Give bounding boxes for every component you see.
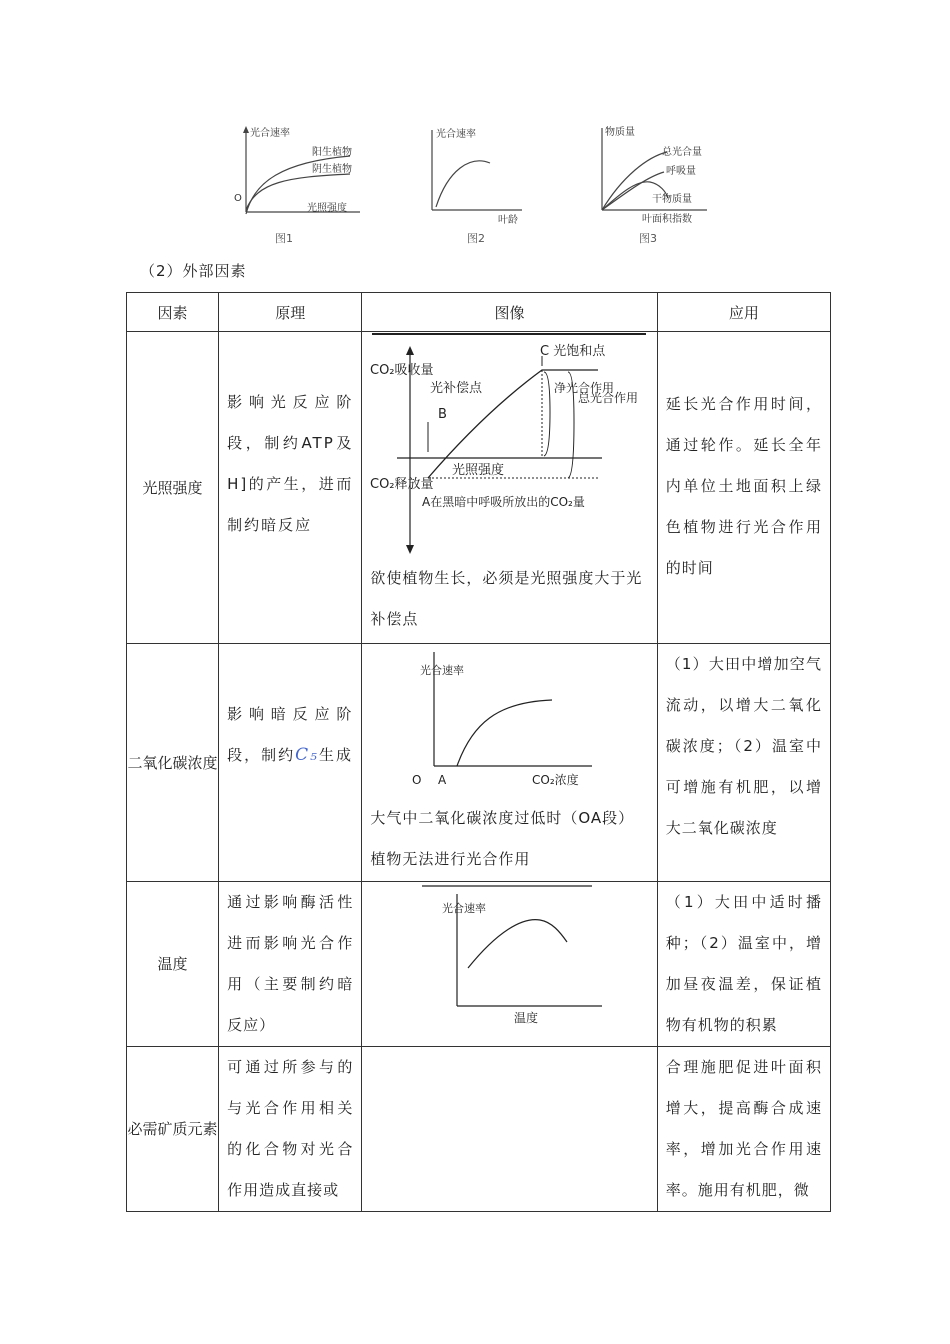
- light-ylabel-top: CO₂吸收量: [370, 363, 434, 378]
- svg-text:O: O: [412, 773, 422, 787]
- header-factor: 因素: [127, 293, 219, 332]
- principle-text: 可通过所参与的与光合作用相关的化合物对光合作用造成直接或: [227, 1058, 354, 1199]
- figure-2: [420, 125, 530, 225]
- image-note: 欲使植物生长，必须是光照强度大于光补偿点: [370, 569, 643, 628]
- table-header-row: [127, 293, 831, 332]
- factor-name: 二氧化碳浓度: [127, 644, 219, 882]
- svg-text:总光合量: 总光合量: [662, 147, 702, 158]
- figure-3-caption: 图3: [639, 232, 657, 245]
- svg-text:光照强度: 光照强度: [452, 463, 505, 478]
- svg-text:CO₂浓度: CO₂浓度: [532, 773, 579, 787]
- factor-name: 光照强度: [127, 332, 219, 644]
- table-row: [127, 644, 831, 882]
- svg-text:B: B: [438, 407, 448, 422]
- svg-text:干物质量: 干物质量: [652, 194, 692, 205]
- svg-text:呼吸量: 呼吸量: [666, 166, 696, 177]
- principle-text: 影响光反应阶段，制约ATP及H]的产生，进而制约暗反应: [227, 393, 354, 534]
- application-text: （1）大田中适时播种；（2）温室中，增加昼夜温差，保证植物有机物的积累: [665, 893, 822, 1034]
- svg-text:叶面积指数: 叶面积指数: [642, 214, 692, 225]
- temperature-curve-diagram: [362, 882, 656, 1032]
- svg-text:物质量: 物质量: [605, 127, 635, 138]
- svg-text:A: A: [438, 773, 447, 787]
- svg-text:光合速率: 光合速率: [436, 129, 476, 140]
- figure-3: [592, 122, 732, 228]
- factor-name: 温度: [127, 882, 219, 1047]
- svg-text:温度: 温度: [514, 1011, 539, 1025]
- header-application: 应用: [657, 293, 830, 332]
- application-text: 延长光合作用时间，通过轮作。延长全年内单位土地面积上绿色植物进行光合作用的时间: [665, 395, 822, 577]
- header-image: 图像: [362, 293, 657, 332]
- co2-curve-diagram: [362, 644, 656, 794]
- svg-text:光合速率: 光合速率: [442, 902, 487, 915]
- svg-text:叶龄: 叶龄: [498, 215, 518, 225]
- svg-text:C 光饱和点: C 光饱和点: [540, 344, 606, 359]
- svg-text:总光合作用: 总光合作用: [578, 391, 639, 405]
- c5-symbol: C₅: [295, 745, 319, 765]
- application-text: 合理施肥促进叶面积增大，提高酶合成速率，增加光合作用速率。施用有机肥，微: [665, 1058, 822, 1199]
- svg-text:O: O: [234, 193, 242, 204]
- light-ylabel-bottom: CO₂释放量: [370, 477, 434, 492]
- fig1-ylabel: 光合速率: [250, 128, 290, 139]
- factor-name: 必需矿质元素: [127, 1047, 219, 1212]
- light-curve-diagram: [362, 332, 656, 554]
- svg-text:净光合作用: 净光合作用: [554, 381, 615, 395]
- svg-text:光补偿点: 光补偿点: [430, 381, 483, 396]
- svg-text:光照强度: 光照强度: [307, 203, 347, 214]
- empty-image-cell: [362, 1047, 657, 1212]
- svg-text:A在黑暗中呼吸所放出的CO₂量: A在黑暗中呼吸所放出的CO₂量: [422, 495, 586, 509]
- table-row: [127, 332, 831, 644]
- figure-2-caption: 图2: [467, 232, 485, 245]
- svg-text:阳生植物: 阳生植物: [312, 147, 352, 158]
- factors-table: [126, 292, 831, 1212]
- svg-text:光合速率: 光合速率: [420, 664, 465, 677]
- image-note: 大气中二氧化碳浓度过低时（OA段）植物无法进行光合作用: [370, 809, 635, 868]
- table-row: [127, 882, 831, 1047]
- header-principle: 原理: [219, 293, 362, 332]
- principle-text: 通过影响酶活性进而影响光合作用（主要制约暗反应）: [227, 893, 354, 1034]
- figure-1: [232, 122, 367, 222]
- svg-text:阴生植物: 阴生植物: [312, 164, 352, 175]
- principle-text: 影响暗反应阶段，制约C₅生成: [227, 705, 354, 765]
- table-row: [127, 1047, 831, 1212]
- section-heading: （2）外部因素: [140, 262, 247, 280]
- application-text: （1）大田中增加空气流动，以增大二氧化碳浓度；（2）温室中可增施有机肥，以增大二氧化碳浓度: [665, 655, 822, 837]
- figure-1-caption: 图1: [275, 232, 293, 245]
